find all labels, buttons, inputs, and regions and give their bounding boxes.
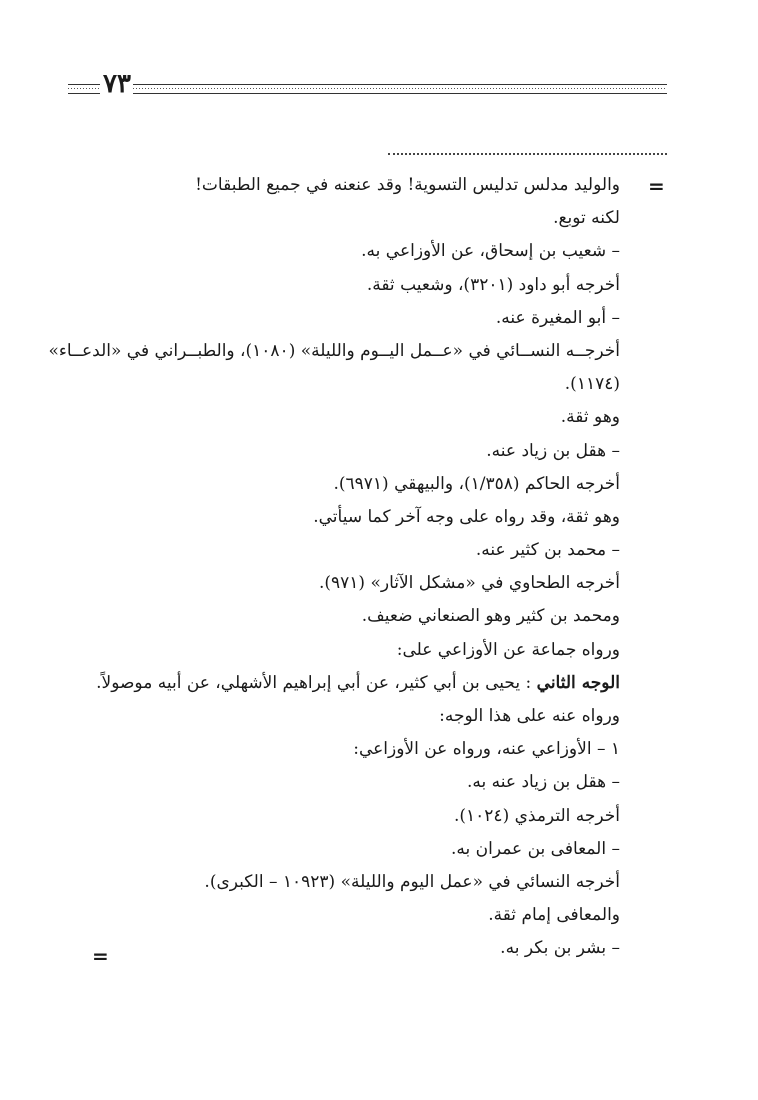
text-line: – هقل بن زياد عنه به. bbox=[467, 772, 620, 793]
text-line: – محمد بن كثير عنه. bbox=[475, 540, 620, 561]
text-line: – أبو المغيرة عنه. bbox=[495, 307, 620, 328]
text-line: ورواه جماعة عن الأوزاعي على: bbox=[396, 639, 620, 660]
text-line: أخرجه أبو داود (٣٢٠١)، وشعيب ثقة. bbox=[366, 274, 620, 295]
text-line: والمعافى إمام ثقة. bbox=[488, 905, 620, 926]
page-number: ٧٣ bbox=[103, 69, 131, 99]
text-line: (١١٧٤). bbox=[564, 374, 620, 395]
section-heading-text: : يحيى بن أبي كثير، عن أبي إبراهيم الأشهلي، عن أبيه موصولاً. bbox=[96, 672, 532, 693]
text-line: لكنه توبع. bbox=[553, 208, 620, 229]
text-line: ومحمد بن كثير وهو الصنعاني ضعيف. bbox=[361, 606, 620, 627]
footnote-separator bbox=[388, 153, 667, 155]
text-line: أخرجه النسائي في «عمل اليوم والليلة» (١٠٩٢٣ – الكبرى). bbox=[204, 871, 620, 892]
text-line: وهو ثقة، وقد رواه على وجه آخر كما سيأتي. bbox=[313, 506, 620, 527]
text-line: أخرجــه النســائي في «عــمل اليــوم والليلة» (١٠٨٠)، والطبــراني في «الدعــاء» bbox=[48, 340, 620, 361]
header-rule-right bbox=[133, 84, 667, 94]
text-line: – بشر بن بكر به. bbox=[500, 938, 620, 959]
text-line: أخرجه الطحاوي في «مشكل الآثار» (٩٧١). bbox=[318, 573, 620, 594]
text-line: – هقل بن زياد عنه. bbox=[486, 440, 620, 461]
section-heading: الوجه الثاني bbox=[536, 672, 620, 693]
text-line: – شعيب بن إسحاق، عن الأوزاعي به. bbox=[361, 241, 620, 262]
text-line: – المعافى بن عمران به. bbox=[450, 838, 620, 859]
text-line: أخرجه الحاكم (١/٣٥٨)، والبيهقي (٦٩٧١). bbox=[333, 473, 620, 494]
continuation-mark-bottom: = bbox=[92, 944, 107, 968]
text-line: أخرجه الترمذي (١٠٢٤). bbox=[453, 805, 620, 826]
text-line: ١ – الأوزاعي عنه، ورواه عن الأوزاعي: bbox=[353, 739, 620, 760]
text-line: وهو ثقة. bbox=[560, 407, 620, 428]
header-rule-left bbox=[68, 84, 100, 94]
body-text bbox=[48, 169, 620, 966]
text-line: ورواه عنه على هذا الوجه: bbox=[439, 706, 620, 726]
section-heading-line bbox=[90, 667, 620, 700]
text-line: والوليد مدلس تدليس التسوية! وقد عنعنه في جميع الطبقات! bbox=[195, 175, 620, 195]
continuation-mark-top: = bbox=[648, 174, 663, 198]
